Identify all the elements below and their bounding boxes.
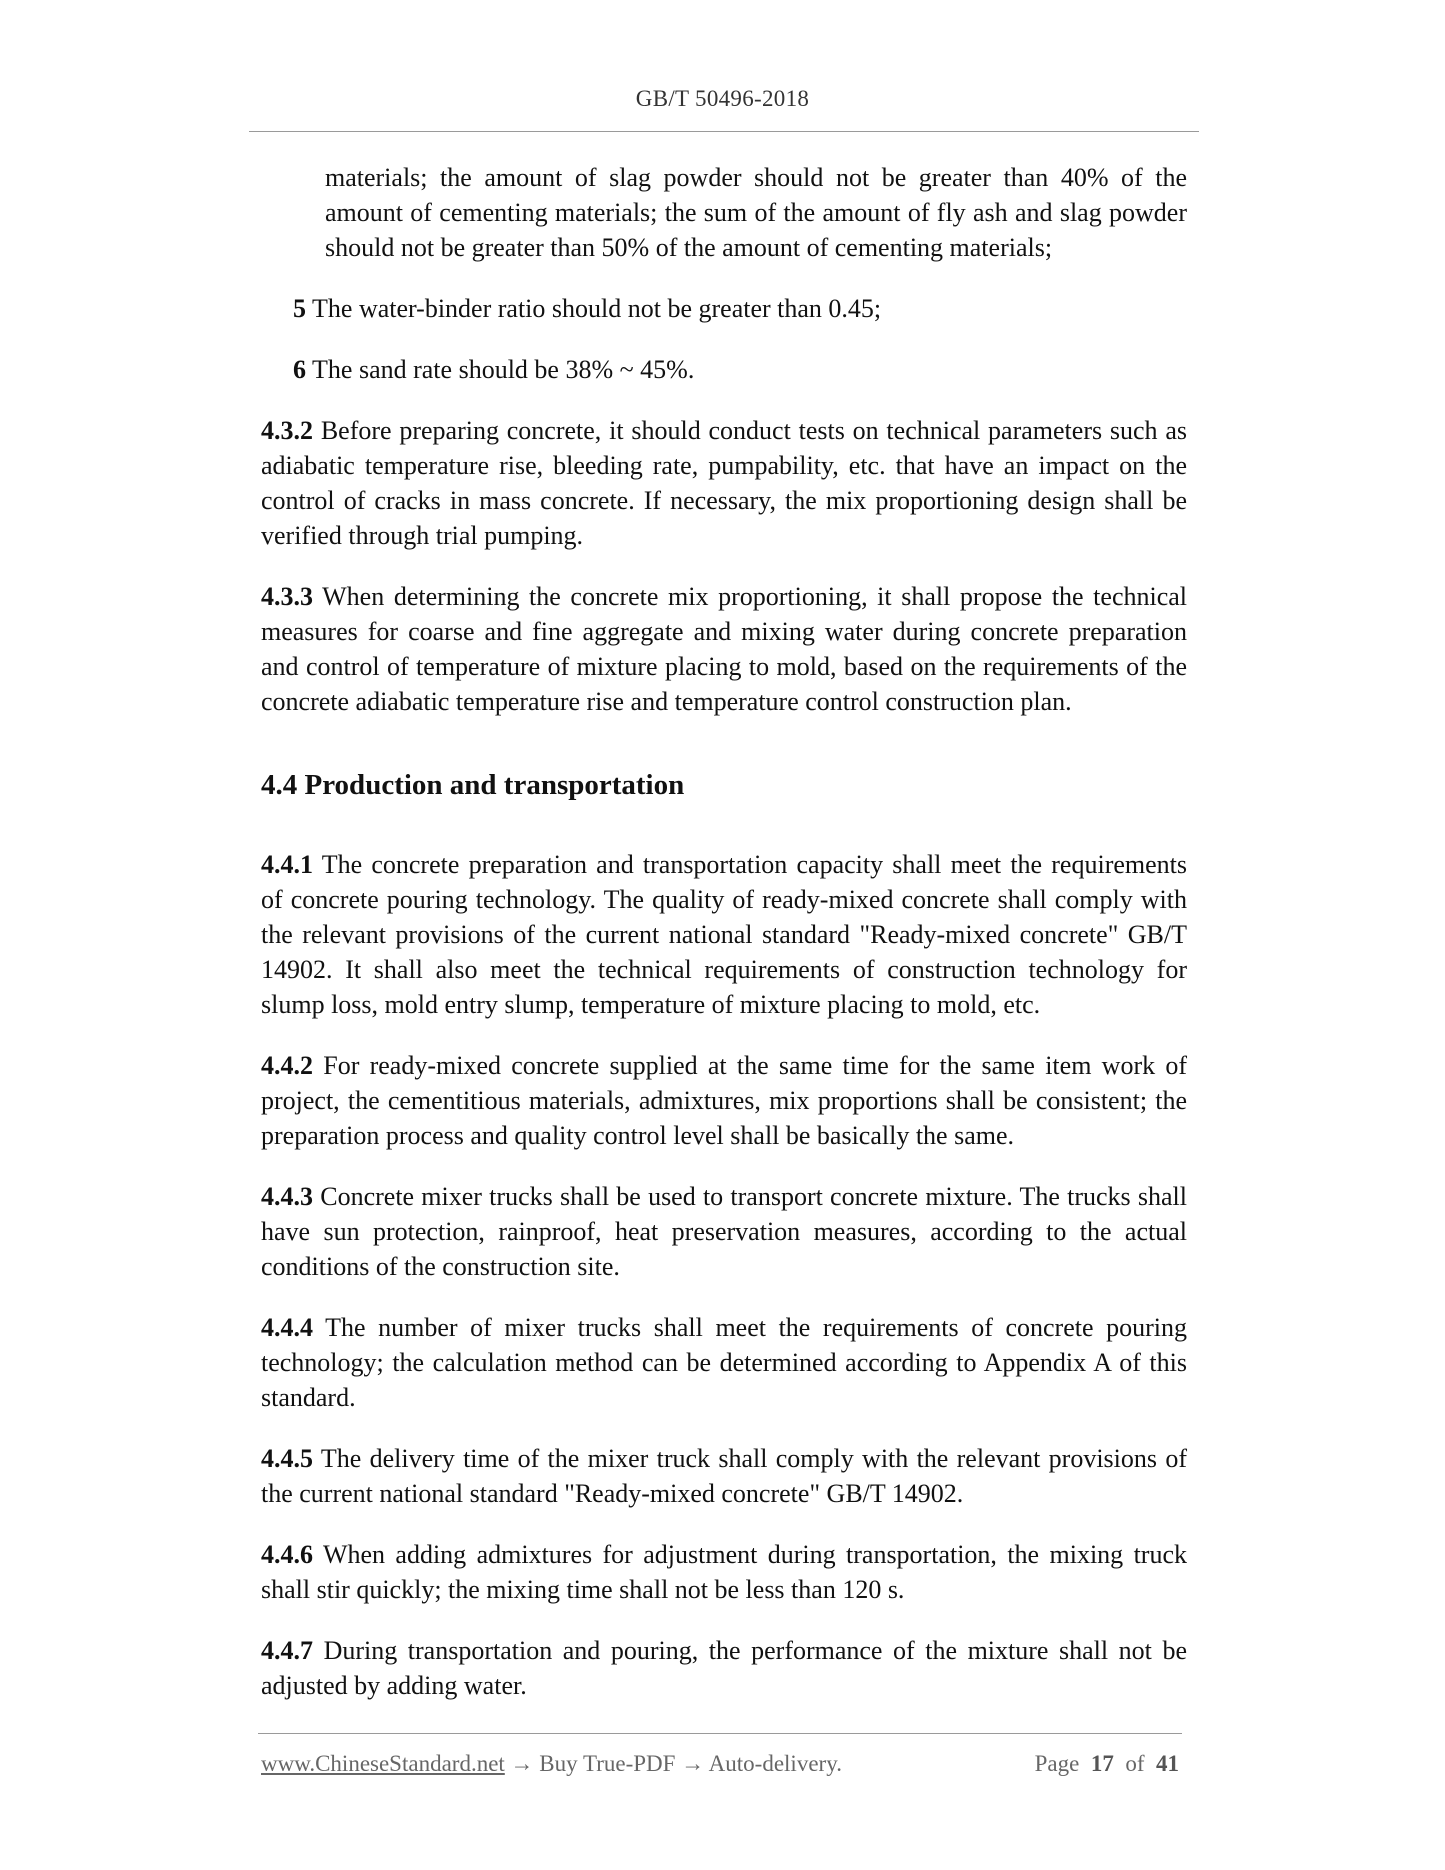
- clause-4-4-4: [261, 1310, 1187, 1415]
- clause-number: 4.3.2: [261, 416, 313, 445]
- item-text: The sand rate should be 38% ~ 45%.: [312, 355, 695, 384]
- clause-4-4-3: [261, 1179, 1187, 1284]
- continued-paragraph: materials; the amount of slag powder should not be greater than 40% of the amount of cementing materials; the sum of the amount of fly ash and slag powder should not be greater than 50% of the amount of cementing materials;: [325, 163, 1187, 262]
- arrow-right-icon: →: [681, 1751, 705, 1776]
- page-indicator: [1035, 1751, 1179, 1777]
- clause-text: The concrete preparation and transportation capacity shall meet the requirements of concrete pouring technology. The quality of ready-mixed concrete shall comply with the relevant provisions of the current national standard "Ready-mixed concrete" GB/T 14902. It shall also meet the technical requirements of construction technology for slump loss, mold entry slump, temperature of mixture placing to mold, etc.: [261, 850, 1188, 1019]
- clause-number: 4.4.2: [261, 1051, 313, 1080]
- clause-4-4-6: [261, 1537, 1187, 1607]
- clause-number: 4.4.7: [261, 1636, 313, 1665]
- clause-text: Before preparing concrete, it should conduct tests on technical parameters such as adiabatic temperature rise, bleeding rate, pumpability, etc. that have an impact on the control of cracks in mass concrete. If necessary, the mix proportioning design shall be verified through trial pumping.: [261, 416, 1188, 550]
- of-label: of: [1125, 1751, 1145, 1776]
- clause-text: When adding admixtures for adjustment during transportation, the mixing truck shall stir quickly; the mixing time shall not be less than 120 s.: [261, 1540, 1187, 1604]
- clause-number: 4.4.5: [261, 1444, 313, 1473]
- clause-text: During transportation and pouring, the performance of the mixture shall not be adjusted by adding water.: [261, 1636, 1187, 1700]
- total-pages: 41: [1156, 1751, 1179, 1776]
- page-footer: [261, 1751, 1179, 1781]
- item-number: 5: [293, 294, 306, 323]
- item-number: 6: [293, 355, 306, 384]
- clause-text: For ready-mixed concrete supplied at the same time for the same item work of project, the cementitious materials, admixtures, mix proportions shall be consistent; the preparation process and quality control level shall be basically the same.: [261, 1051, 1187, 1150]
- clause-text: When determining the concrete mix proportioning, it shall propose the technical measures for coarse and fine aggregate and mixing water during concrete preparation and control of temperature of mixture placing to mold, based on the requirements of the concrete adiabatic temperature rise and temperature control construction plan.: [261, 582, 1188, 716]
- clause-text: The delivery time of the mixer truck shall comply with the relevant provisions of the current national standard "Ready-mixed concrete" GB/T 14902.: [261, 1444, 1187, 1508]
- clause-number: 4.4.1: [261, 850, 313, 879]
- website-link[interactable]: www.ChineseStandard.net: [261, 1751, 505, 1776]
- page-label: Page: [1034, 1751, 1080, 1776]
- clause-number: 4.4.6: [261, 1540, 313, 1569]
- clause-4-3-2: [261, 413, 1187, 553]
- item-text: The water-binder ratio should not be greater than 0.45;: [312, 294, 882, 323]
- footer-divider: [258, 1733, 1182, 1734]
- clause-4-4-1: [261, 847, 1187, 1022]
- header-divider: [249, 131, 1199, 132]
- footer-links: [261, 1751, 842, 1777]
- clause-number: 4.4.3: [261, 1182, 313, 1211]
- clause-4-3-3: [261, 579, 1187, 719]
- clause-number: 4.4.4: [261, 1313, 313, 1342]
- section-heading: 4.4 Production and transportation: [261, 769, 685, 801]
- clause-4-4-5: [261, 1441, 1187, 1511]
- clause-number: 4.3.3: [261, 582, 313, 611]
- clause-4-4-7: [261, 1633, 1187, 1703]
- page-content: [261, 160, 1187, 1729]
- doc-code: GB/T 50496-2018: [635, 86, 810, 111]
- auto-delivery-text: Auto-delivery.: [708, 1751, 842, 1776]
- clause-text: Concrete mixer trucks shall be used to transport concrete mixture. The trucks shall have sun protection, rainproof, heat preservation measures, according to the actual conditions of the construction site.: [261, 1182, 1187, 1281]
- page-number: 17: [1090, 1751, 1114, 1776]
- list-item: [293, 291, 1187, 326]
- document-header: [0, 86, 1445, 112]
- list-item: [293, 352, 1187, 387]
- clause-text: The number of mixer trucks shall meet the requirements of concrete pouring technology; the calculation method can be determined according to Appendix A of this standard.: [261, 1313, 1187, 1412]
- buy-pdf-text: Buy True-PDF: [539, 1751, 676, 1776]
- arrow-right-icon: →: [510, 1751, 534, 1776]
- clause-4-4-2: [261, 1048, 1187, 1153]
